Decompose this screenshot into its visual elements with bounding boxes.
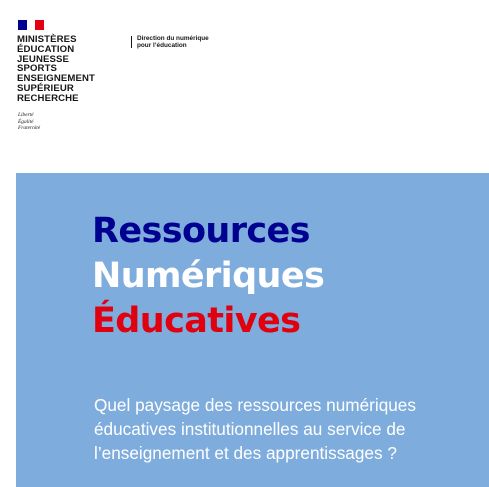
title-line-ressources: Ressources: [92, 211, 310, 251]
flag-red-band: [35, 20, 44, 30]
ministry-line: JEUNESSE: [17, 53, 69, 65]
ministry-line: SPORTS: [17, 63, 58, 75]
title-line-educatives: Éducatives: [92, 301, 301, 341]
ministry-line: SUPÉRIEUR: [17, 82, 74, 94]
hero-title: [92, 209, 324, 344]
ministry-line: RECHERCHE: [17, 92, 79, 104]
motto-line: Liberté: [18, 112, 34, 118]
motto-line: Égalité: [18, 118, 34, 125]
flag-white-band: [27, 20, 35, 30]
flag-blue-band: [18, 20, 27, 30]
republic-motto: [18, 112, 40, 132]
french-flag-icon: [18, 20, 44, 30]
directorate-line: pour l’éducation: [137, 42, 187, 50]
ministry-line: ÉDUCATION: [17, 43, 75, 55]
hero-subtitle: [94, 393, 484, 465]
directorate-line: Direction du numérique: [137, 35, 209, 42]
directorate-name: [137, 35, 209, 50]
hero-panel: [16, 173, 489, 487]
subtitle-line: Quel paysage des ressources numériques: [94, 395, 416, 415]
subtitle-line: l’enseignement et des apprentissages ?: [94, 443, 397, 463]
subtitle-line: éducatives institutionnelles au service de: [94, 419, 406, 439]
title-line-numeriques: Numériques: [92, 256, 325, 296]
header: [0, 0, 489, 160]
motto-line: Fraternité: [18, 125, 41, 132]
ministry-name: [17, 35, 95, 104]
header-divider: [131, 36, 132, 48]
ministry-line: ENSEIGNEMENT: [17, 73, 95, 85]
ministry-line: MINISTÈRES: [17, 34, 77, 45]
